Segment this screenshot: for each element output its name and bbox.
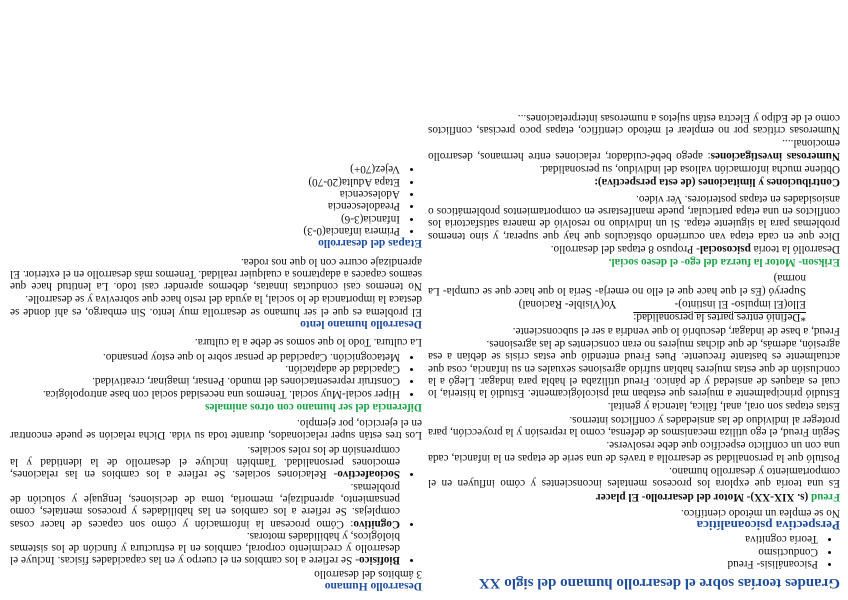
- research-paragraph: [428, 137, 840, 162]
- list-item: • Construir representaciones del mundo. Pensar, imaginar, creatividad.: [10, 375, 400, 387]
- ello-text: Ello(El impulso- El instinto)-: [674, 298, 806, 311]
- text-span: - Se refiere a los cambios en el cuerpo y en las capacidades físicas. Incluye el desarrollo y crecimiento corporal, cambios en la estructura y función de los sistemas biológicos, y habilidades motoras.: [10, 529, 400, 567]
- list-item: • Preadolescencia: [10, 200, 400, 212]
- list-item: • Adolescencia: [10, 188, 400, 200]
- list-item: • Infancia(3-6): [10, 212, 400, 224]
- paragraph: Postuló que la personalidad se desarrolla a través de una serie de etapas en la infancia, cada una con un conflicto específico que debe resolverse.: [428, 439, 840, 464]
- section-title-theories: Grandes teorías sobre el desarrollo humano del siglo XX: [478, 575, 840, 591]
- domain-term: Biofísico: [358, 554, 400, 567]
- paragraph: Numerosas críticas por no emplear el método científico, etapas poco precisas, conflictos como el de Edipo y Electra están sujetos a numerosas interpretaciones...: [428, 111, 840, 137]
- text-span: - Relaciones sociales. Se refiere a los cambios en las relaciones, emociones personalidad. También incluye el desarrollo de la identidad y la comprensión de los roles sociales.: [10, 443, 400, 481]
- psychosocial-term: psicosocial: [699, 242, 751, 255]
- paragraph: Los tres están super relacionados, durante toda su vida. Dicha relación se puede encontrar en el ejercicio, por ejemplo.: [10, 417, 422, 442]
- text-span: - Propuso 8 etapas del desarrollo.: [550, 242, 700, 255]
- paragraph: 3 ámbitos del desarrollo: [314, 567, 422, 580]
- theories-list: [428, 533, 840, 570]
- ello-yo-line: [428, 298, 840, 310]
- differences-heading: Diferencia del ser humano con otros animales: [205, 400, 422, 413]
- paragraph: Estas etapas son oral, anal, fálica, latencia y genital.: [607, 400, 840, 413]
- paragraph: Según Freud, el ego utiliza mecanismos de defensa, como la represión y la proyección, para proteger al individuo de las ansiedades y conflictos internos.: [428, 413, 840, 439]
- domain-term: Socioafectivo: [337, 468, 400, 481]
- column-theories: [428, 111, 840, 594]
- stages-list: [10, 163, 422, 237]
- paragraph: Dice que en cada etapa van ocurriendo obstáculos que hay que superar, y sino tenemos problemas para la siguiente etapa. Si un individuo no resolvió de manera satisfactoria los conflictos en una etapa particular, puede manifestarse en comportamientos problemáticos o ansiosidades en etapas posteriores. Ver video.: [428, 192, 840, 242]
- list-item: [10, 443, 400, 480]
- erikson-paragraph-1: [428, 243, 840, 255]
- domain-term: Cognitivo: [353, 517, 400, 530]
- list-item: • Etapa Adulta(20-70): [10, 176, 400, 188]
- list-item: • Vejez(70+): [10, 163, 400, 175]
- list-item: • Conductismo: [428, 545, 818, 557]
- paragraph: No se emplea un método científico.: [680, 506, 840, 519]
- column-human-development: [10, 161, 422, 594]
- freud-name: Freud: [810, 490, 840, 503]
- yo-text: Yo(Visible- Racional): [518, 298, 617, 311]
- superyo-text: Superyó (Es el que hace que el ello no emerja- Sería lo que hace que se cumpla- La norma): [428, 272, 806, 297]
- domains-list: [10, 443, 422, 566]
- heading-human-development: Desarrollo Humano: [324, 580, 422, 592]
- list-item: • Capacidad de adaptación.: [10, 363, 400, 375]
- contributions-heading: Contribuciones y limitaciones (de esta perspectiva):: [594, 176, 840, 189]
- list-item: [10, 530, 400, 567]
- personality-definition: *Definió entres partes la personalidad:: [633, 311, 806, 324]
- research-term: Numerosas investigaciones: [710, 149, 840, 162]
- text-span: : apego bebé-cuidador, relaciones entre hermanos, desarrollo emocional....: [427, 137, 840, 162]
- heading-psychoanalytic: Perspectiva psicoanalítica: [696, 518, 840, 534]
- list-item: • Teoría cognitiva: [428, 533, 818, 545]
- text-span: : Cómo procesan la información y cómo son capaces de hacer cosas complejas. Se refiere a los cambios en las habilidades y procesos mentales, como pensamiento, aprendizaje, memoria, toma de decisiones, lenguaje y solución de problemas.: [10, 480, 400, 530]
- freud-heading-rest: (s. XIX-XX)- Motor del desarrollo- El placer: [595, 490, 809, 503]
- paragraph: La cultura. Todo lo que somos se debe a la cultura.: [194, 336, 422, 349]
- heading-stages: Etapas del desarrollo: [318, 237, 422, 250]
- paragraph: Estudió principalmente a mujeres que estaban mal psicológicamente. Estudió la histeria, lo cual es ataques de ansiedad y de pánico. Freud utilizaba el habla para indagar. Llegó a la conclusión de que estas mujeres habían sufrido agresiones sexuales en su infancia, cosa que actualmente es bastante frecuente. Pues Freud entendió que estas crisis se debían a esa agresión, además, de que dichas mujeres no eran conscientes de las agresiones.: [428, 337, 840, 400]
- text-span: Desarrolló la teoría: [750, 242, 840, 255]
- paragraph: El problema es que el ser humano se desarrolla muy lento. Sin embargo, es ahí donde se destaca la importancia de lo social, la ayuda del resto hace que sobreviva y se desarrolle.: [10, 293, 422, 318]
- paragraph: No tenemos casi conductas innatas, debemos aprender casi todo. La lentitud hace que seamos capaces a adaptarnos a cualquier realidad. Tenemos más desarrollo en el exterior. El aprendizaje ocurre con lo que nos rodea.: [10, 255, 422, 293]
- list-item: [10, 480, 400, 529]
- paragraph: Freud, a base de indagar, descubrió lo que vendría a ser el subconsciente.: [512, 324, 840, 337]
- freud-heading: [428, 490, 840, 502]
- list-item: • Hiper social-Muy social. Tenemos una necesidad social con base antropológica.: [10, 387, 400, 399]
- erikson-heading: Erikson- Motor la fuerza del ego- el deseo social.: [608, 256, 840, 269]
- list-item: • Metacognición. Capacidad de pensar sobre lo que estoy pensando.: [10, 350, 400, 362]
- differences-list: [10, 350, 422, 399]
- list-item: • Psicoanálisis- Freud: [428, 558, 818, 570]
- paragraph: Es una teoría que explora los procesos mentales inconscientes y cómo influyen en el comportamiento y desarrollo humano.: [428, 464, 840, 490]
- heading-slow-development: Desarrollo humano lento: [300, 318, 422, 331]
- list-item: • Primera infancia(0-3): [10, 225, 400, 237]
- paragraph: Obtiene mucha información valiosa del individuo, su personalidad.: [539, 163, 840, 176]
